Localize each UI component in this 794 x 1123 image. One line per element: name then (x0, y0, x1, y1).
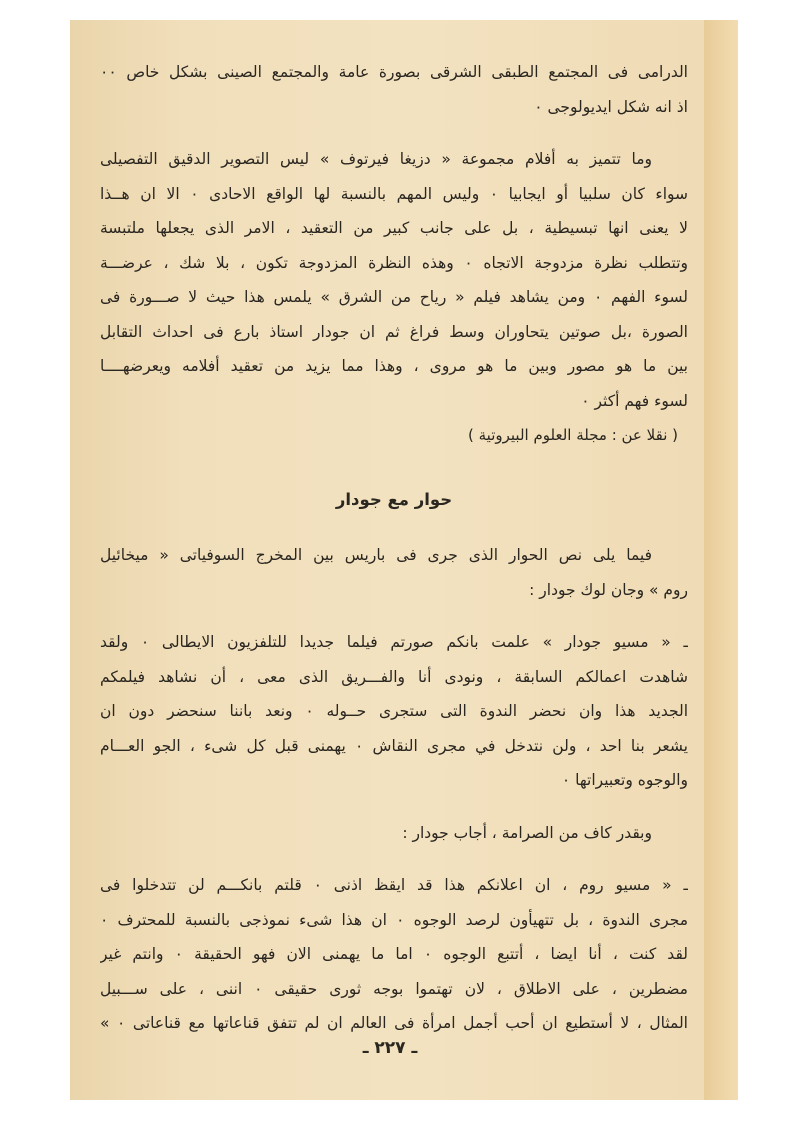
paragraph-4 (100, 625, 688, 798)
paragraph-line: وما تتميز به أفلام مجموعة « دزيغا فيرتوف » ليس التصوير الدقيق التفصيلى (100, 150, 652, 168)
paragraph-line: ـ « مسيو روم ، ان اعلانكم هذا قد ايقظ اذنى ٠ قلتم بانكـــم لن تتدخلوا فى (100, 876, 688, 894)
paragraph-line: يشعر بنا احد ، ولن نتدخل في مجرى النقاش ٠ يهمنى قبل كل شىء ، الجو العـــام (100, 736, 688, 755)
source-citation: ( نقلا عن : مجلة العلوم البيروتية ) (468, 426, 678, 444)
page-number: ـ ٢٢٧ ـ (362, 1038, 418, 1058)
paragraph-line: بين ما هو مصور وبين ما هو مروى ، وهذا مما يزيد من تعقيد أفلامه ويعرضهــــا (100, 357, 688, 375)
paragraph-line: لسوء الفهم ٠ ومن يشاهد فيلم « رياح من الشرق » يلمس هذا حيث لا صـــورة فى (100, 288, 688, 306)
book-spine-edge (704, 20, 738, 1100)
paragraph-line: روم » وجان لوك جودار : (529, 580, 688, 599)
paragraph-line: وتتطلب نظرة مزدوجة الاتجاه ٠ وهذه النظرة المزدوجة تكون ، بلا شك ، عرضـــة (100, 253, 688, 272)
paragraph-1 (100, 55, 688, 124)
paragraph-line: فيما يلى نص الحوار الذى جرى فى باريس بين المخرج السوفياتى « ميخائيل (100, 546, 652, 564)
paragraph-line: اذ انه شكل ايديولوجى ٠ (534, 97, 688, 116)
paragraph-line: لقد كنت ، أنا ايضا ، أتتبع الوجوه ٠ اما ما يهمنى الان فهو الحقيقة ٠ وانتم غير (100, 945, 688, 963)
paragraph-line: ـ « مسيو جودار » علمت بانكم صورتم فيلما جديدا للتلفزيون الايطالى ٠ ولقد (100, 633, 688, 651)
paragraph-line: والوجوه وتعبيراتها ٠ (561, 771, 688, 789)
paragraph-2 (100, 142, 688, 418)
paragraph-line: المثال ، لا أستطيع ان أحب أجمل امرأة فى العالم ان لم تتفق قناعاتها مع قناعاتى ٠ » (100, 1014, 688, 1032)
section-heading: حوار مع جودار (335, 490, 453, 509)
paragraph-line: وبقدر كاف من الصرامة ، أجاب جودار : (402, 823, 652, 842)
paragraph-line: مجرى الندوة ، بل تتهيأون لرصد الوجوه ٠ ان هذا شىء نموذجى بالنسبة للمحترف ٠ (100, 910, 688, 929)
paragraph-line: سواء كان سلبيا أو ايجابيا ٠ وليس المهم بالنسبة لها الواقع الاحادى ٠ الا ان هــذا (100, 184, 688, 203)
paragraph-line: الصورة ،بل صوتين يتحاوران وسط فراغ ثم ان جودار استاذ بارع فى احداث التقابل (100, 322, 688, 341)
paragraph-line: شاهدت اعمالكم السابقة ، ونودى أنا والفـــريق الذى معى ، أن نشاهد فيلمكم (100, 667, 688, 686)
paragraph-line: لا يعنى انها تبسيطية ، بل على جانب كبير من التعقيد ، الامر الذى يجعلها ملتبسة (100, 219, 688, 237)
paragraph-line: مضطرين ، على الاطلاق ، لان تهتموا بوجه ثورى حقيقى ٠ اننى ، على ســـبيل (100, 979, 688, 998)
paragraph-line: الدرامى فى المجتمع الطبقى الشرقى بصورة عامة والمجتمع الصينى بشكل خاص ٠٠ (100, 63, 688, 81)
paragraph-line: الجديد هذا وان نحضر الندوة التى ستجرى حــوله ٠ ونعد باننا سنحضر دون ان (100, 702, 688, 720)
paragraph-6 (100, 868, 688, 1041)
page-text (100, 55, 688, 1041)
paragraph-line: لسوء فهم أكثر ٠ (581, 391, 688, 410)
paragraph-3 (100, 538, 688, 607)
paragraph-5 (100, 816, 688, 851)
